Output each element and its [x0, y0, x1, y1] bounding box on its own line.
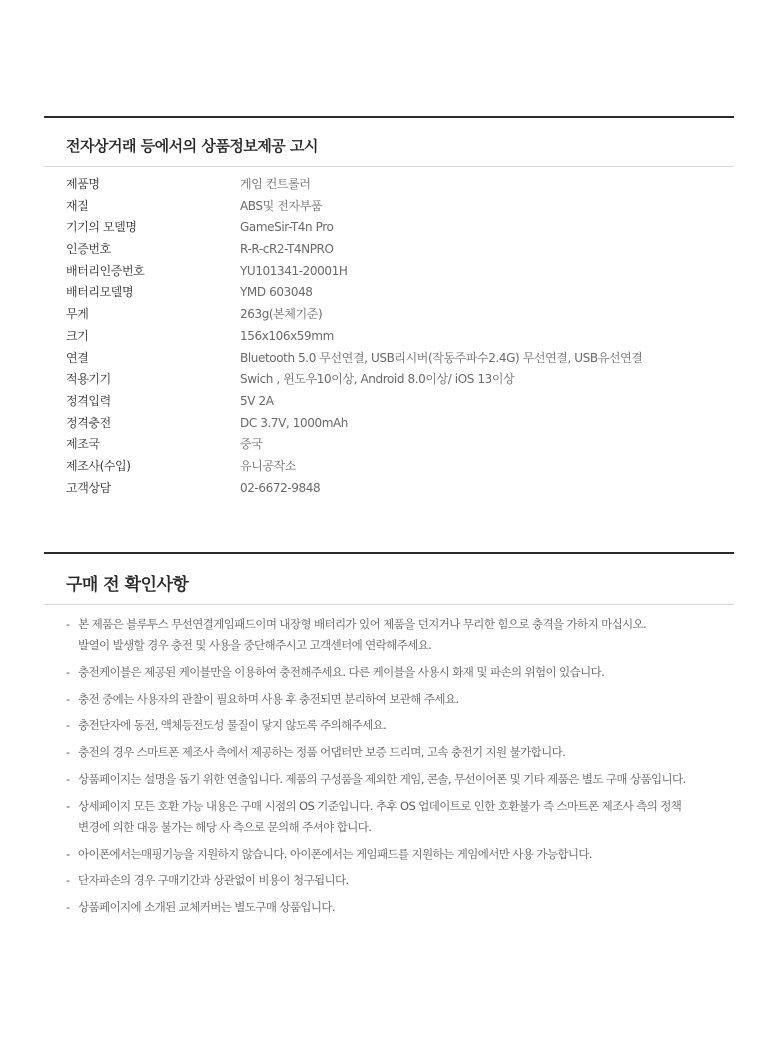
spec-row [66, 478, 643, 500]
spec-title-underline [44, 166, 734, 167]
notes-item-line: 상세페이지 모든 호환 가능 내용은 구매 시점의 OS 기준입니다. 추후 OS 업데이트로 인한 호환불가 즉 스마트폰 제조사 측의 정책 [78, 798, 682, 813]
spec-value: YU101341-20001H [240, 263, 348, 278]
notes-item-line: 상품페이지에 소개된 교체커버는 별도구매 상품입니다. [78, 900, 335, 915]
notes-item-text [78, 662, 734, 683]
spec-label: 고객상담 [66, 480, 111, 495]
spec-row [66, 261, 643, 283]
notes-item-text [78, 614, 734, 656]
spec-row [66, 434, 643, 456]
notes-item-line: 변경에 의한 대응 불가는 해당 사 측으로 문의해 주셔야 합니다. [78, 819, 372, 834]
spec-table [66, 174, 643, 499]
spec-row [66, 282, 643, 304]
bullet-dash: - [66, 873, 70, 888]
notes-item-text [78, 897, 734, 918]
bullet-dash: - [66, 900, 70, 915]
spec-value: 156x106x59mm [240, 328, 334, 343]
spec-value: Bluetooth 5.0 무선연결, USB리시버(작동주파수2.4G) 무선연결, USB유선연결 [240, 350, 643, 365]
notes-item [66, 870, 734, 891]
notes-item-line: 충전의 경우 스마트폰 제조사 측에서 제공하는 정품 어댑터만 보증 드리며, 고속 충전기 지원 불가합니다. [78, 745, 566, 760]
spec-label: 정격입력 [66, 393, 111, 408]
spec-label: 적용기기 [66, 372, 111, 387]
spec-label: 연결 [66, 350, 89, 365]
notes-item-text [78, 689, 734, 710]
spec-row [66, 369, 643, 391]
notes-section-title: 구매 전 확인사항 [66, 575, 189, 595]
notes-item-text [78, 870, 734, 891]
spec-value: 263g(본체기준) [240, 307, 323, 322]
bullet-dash: - [66, 664, 70, 679]
notes-item [66, 715, 734, 736]
notes-item [66, 897, 734, 918]
bullet-dash: - [66, 771, 70, 786]
notes-item-text [78, 796, 734, 838]
spec-row [66, 174, 643, 196]
notes-item [66, 614, 734, 656]
spec-label: 재질 [66, 198, 89, 213]
spec-value: R-R-cR2-T4NPRO [240, 242, 334, 257]
notes-item-text [78, 715, 734, 736]
notes-item-line: 충전단자에 동전, 액체등전도성 물질이 닿지 않도록 주의해주세요. [78, 718, 387, 733]
notes-item-line: 상품페이지는 설명을 돕기 위한 연출입니다. 제품의 구성품을 제외한 게임, 콘솔, 무선이어폰 및 기타 제품은 별도 구매 상품입니다. [78, 771, 686, 786]
spec-row [66, 348, 643, 370]
spec-row [66, 239, 643, 261]
notes-item-text [78, 742, 734, 763]
notes-item-line: 단자파손의 경우 구매기간과 상관없이 비용이 청구됩니다. [78, 873, 349, 888]
bullet-dash: - [66, 798, 70, 813]
notes-item [66, 742, 734, 763]
spec-value: 02-6672-9848 [240, 480, 321, 495]
notes-item [66, 796, 734, 838]
spec-row [66, 413, 643, 435]
bullet-dash: - [66, 691, 70, 706]
bullet-dash: - [66, 718, 70, 733]
spec-label: 제조사(수입) [66, 458, 131, 473]
notes-item-line: 충전케이블은 제공된 케이블만을 이용하여 충전해주세요. 다른 케이블을 사용시 화재 및 파손의 위험이 있습니다. [78, 664, 605, 679]
spec-row [66, 326, 643, 348]
spec-label: 무게 [66, 307, 89, 322]
notes-item-line: 발열이 발생할 경우 충전 및 사용을 중단해주시고 고객센터에 연락해주세요. [78, 638, 432, 652]
spec-label: 제품명 [66, 177, 100, 191]
notes-title-underline [44, 604, 734, 605]
spec-row [66, 217, 643, 239]
notes-item [66, 844, 734, 865]
spec-label: 제조국 [66, 437, 100, 452]
spec-label: 배터리인증번호 [66, 263, 145, 278]
notes-item-line: 아이폰에서는매핑기능을 지원하지 않습니다. 아이폰에서는 게임패드를 지원하는 게임에서만 사용 가능합니다. [78, 846, 592, 861]
spec-value: YMD 603048 [240, 285, 313, 300]
notes-item-line: 본 제품은 블루투스 무선연결게임패드이며 내장형 배터리가 있어 제품을 던지거나 무리한 힘으로 충격을 가하지 마십시오. [78, 617, 647, 631]
notes-item-text [78, 769, 734, 790]
notes-item-text [78, 844, 734, 865]
notes-item [66, 769, 734, 790]
spec-label: 배터리모델명 [66, 285, 134, 300]
bullet-dash: - [66, 846, 70, 861]
notes-item [66, 662, 734, 683]
spec-section-title: 전자상거래 등에서의 상품정보제공 고시 [66, 137, 318, 155]
spec-row [66, 196, 643, 218]
spec-value: Swich , 윈도우10이상, Android 8.0이상/ iOS 13이상 [240, 372, 515, 387]
bullet-dash: - [66, 745, 70, 760]
section-divider-top [44, 116, 734, 118]
bullet-dash: - [66, 617, 70, 631]
notes-item-line: 충전 중에는 사용자의 관찰이 필요하며 사용 후 충전되면 분리하여 보관해 주세요. [78, 691, 459, 706]
spec-value: GameSir-T4n Pro [240, 220, 334, 235]
spec-row [66, 304, 643, 326]
spec-row [66, 391, 643, 413]
notes-list [66, 614, 734, 924]
spec-row [66, 456, 643, 478]
spec-value: 유니공작소 [240, 458, 296, 473]
spec-value: 중국 [240, 437, 263, 452]
spec-label: 인증번호 [66, 242, 111, 257]
spec-value: DC 3.7V, 1000mAh [240, 415, 348, 430]
spec-label: 크기 [66, 328, 89, 343]
section-divider-notes [44, 552, 734, 554]
spec-value: 게임 컨트롤러 [240, 177, 311, 191]
notes-item [66, 689, 734, 710]
spec-value: 5V 2A [240, 393, 274, 408]
spec-value: ABS및 전자부품 [240, 198, 323, 213]
spec-label: 정격충전 [66, 415, 111, 430]
spec-label: 기기의 모델명 [66, 220, 137, 235]
